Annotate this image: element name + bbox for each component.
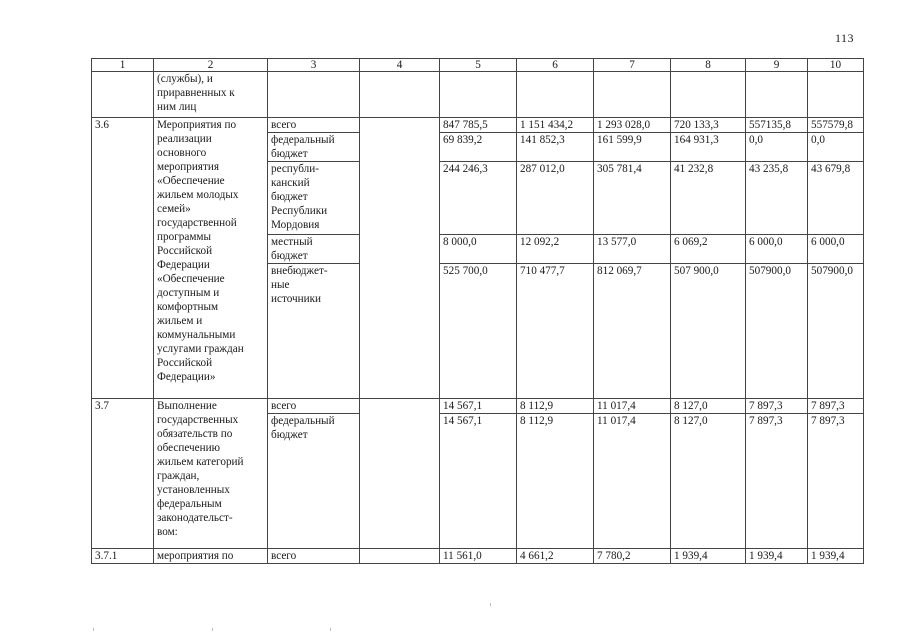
- scan-speck: [212, 628, 213, 631]
- row-name: Выполнение государственных обязательств по обеспечению жильем категорий граждан, установленных федеральным законодательст- вом:: [154, 399, 268, 549]
- empty-cell: [360, 118, 440, 399]
- value-cell: 557579,8: [808, 118, 864, 133]
- row-code: 3.7: [92, 399, 154, 549]
- value-cell: 305 781,4: [594, 162, 671, 235]
- value-cell: 7 897,3: [746, 414, 808, 549]
- value-cell: 847 785,5: [440, 118, 517, 133]
- column-number: 8: [671, 59, 746, 72]
- value-cell: 1 151 434,2: [517, 118, 594, 133]
- value-cell: 6 000,0: [808, 235, 864, 264]
- row-name: (службы), и приравненных к ним лиц: [154, 72, 268, 118]
- value-cell: 13 577,0: [594, 235, 671, 264]
- table-row: [92, 399, 864, 414]
- funding-source: внебюджет- ные источники: [268, 264, 360, 399]
- value-cell: 69 839,2: [440, 133, 517, 162]
- value-cell: 507900,0: [746, 264, 808, 399]
- column-number: 3: [268, 59, 360, 72]
- row-code: [92, 72, 154, 118]
- value-cell: 11 017,4: [594, 399, 671, 414]
- column-number: 7: [594, 59, 671, 72]
- value-cell: 161 599,9: [594, 133, 671, 162]
- column-number: 4: [360, 59, 440, 72]
- row-code: 3.6: [92, 118, 154, 399]
- value-cell: 43 679,8: [808, 162, 864, 235]
- value-cell: 287 012,0: [517, 162, 594, 235]
- column-number: 10: [808, 59, 864, 72]
- value-cell: 0,0: [808, 133, 864, 162]
- value-cell: 8 000,0: [440, 235, 517, 264]
- funding-source: всего: [268, 118, 360, 133]
- funding-source: всего: [268, 399, 360, 414]
- page-number: 113: [835, 31, 855, 45]
- column-number: 9: [746, 59, 808, 72]
- value-cell: 14 567,1: [440, 399, 517, 414]
- funding-source: республи- канский бюджет Республики Мордовия: [268, 162, 360, 235]
- value-cell: 4 661,2: [517, 549, 594, 564]
- value-cell: 525 700,0: [440, 264, 517, 399]
- empty-cell: [360, 549, 440, 564]
- value-cell: 7 897,3: [808, 414, 864, 549]
- value-cell: 6 069,2: [671, 235, 746, 264]
- value-cell: 1 939,4: [746, 549, 808, 564]
- funding-source: [268, 72, 360, 118]
- row-code: 3.7.1: [92, 549, 154, 564]
- funding-source: федеральный бюджет: [268, 133, 360, 162]
- scan-speck: [330, 628, 331, 631]
- column-number: 6: [517, 59, 594, 72]
- table-row: [92, 72, 864, 118]
- value-cell: 14 567,1: [440, 414, 517, 549]
- value-cell: 11 561,0: [440, 549, 517, 564]
- row-name: Мероприятия по реализации основного мероприятия «Обеспечение жильем молодых семей» государственной программы Российской Федерации «Обеспечение доступным и комфортным жильем и коммунальными услугами граждан Российской Федерации»: [154, 118, 268, 399]
- value-cell: [746, 72, 808, 118]
- value-cell: 812 069,7: [594, 264, 671, 399]
- value-cell: 8 127,0: [671, 414, 746, 549]
- value-cell: [671, 72, 746, 118]
- value-cell: 41 232,8: [671, 162, 746, 235]
- value-cell: 0,0: [746, 133, 808, 162]
- value-cell: 8 112,9: [517, 414, 594, 549]
- empty-cell: [360, 72, 440, 118]
- value-cell: 8 112,9: [517, 399, 594, 414]
- value-cell: 141 852,3: [517, 133, 594, 162]
- value-cell: 1 939,4: [808, 549, 864, 564]
- funding-source: местный бюджет: [268, 235, 360, 264]
- value-cell: 11 017,4: [594, 414, 671, 549]
- value-cell: 557135,8: [746, 118, 808, 133]
- budget-table: [91, 58, 864, 564]
- empty-cell: [360, 399, 440, 549]
- value-cell: [808, 72, 864, 118]
- value-cell: 7 897,3: [808, 399, 864, 414]
- value-cell: [517, 72, 594, 118]
- value-cell: 7 780,2: [594, 549, 671, 564]
- value-cell: 7 897,3: [746, 399, 808, 414]
- value-cell: 8 127,0: [671, 399, 746, 414]
- column-number: 5: [440, 59, 517, 72]
- value-cell: 507 900,0: [671, 264, 746, 399]
- value-cell: 1 293 028,0: [594, 118, 671, 133]
- value-cell: 6 000,0: [746, 235, 808, 264]
- value-cell: 164 931,3: [671, 133, 746, 162]
- funding-source: всего: [268, 549, 360, 564]
- table-row: [92, 118, 864, 133]
- value-cell: [594, 72, 671, 118]
- value-cell: 710 477,7: [517, 264, 594, 399]
- scan-speck: [490, 603, 491, 606]
- row-name: мероприятия по: [154, 549, 268, 564]
- value-cell: 43 235,8: [746, 162, 808, 235]
- table-row: [92, 549, 864, 564]
- value-cell: 12 092,2: [517, 235, 594, 264]
- value-cell: 1 939,4: [671, 549, 746, 564]
- column-number: 1: [92, 59, 154, 72]
- column-number-row: [92, 59, 864, 72]
- value-cell: [440, 72, 517, 118]
- column-number: 2: [154, 59, 268, 72]
- value-cell: 720 133,3: [671, 118, 746, 133]
- funding-source: федеральный бюджет: [268, 414, 360, 549]
- value-cell: 507900,0: [808, 264, 864, 399]
- scan-speck: [93, 628, 94, 631]
- value-cell: 244 246,3: [440, 162, 517, 235]
